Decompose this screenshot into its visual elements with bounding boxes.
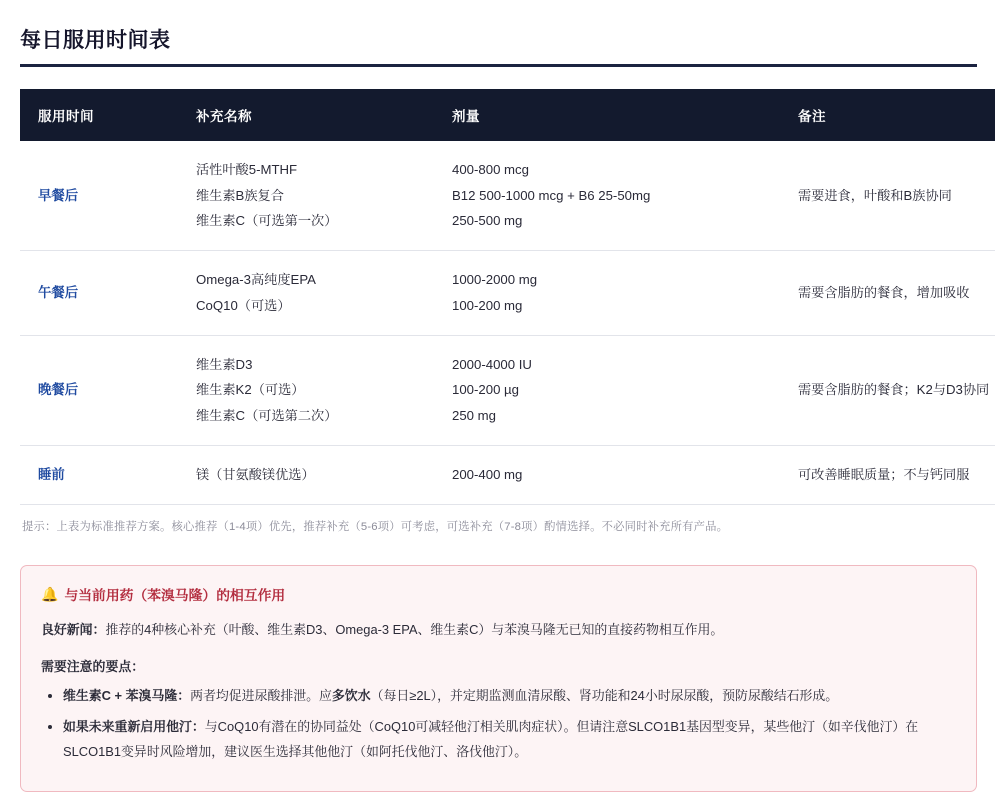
table-header-row <box>20 89 995 141</box>
table-body <box>20 141 995 505</box>
dose-line: 400-800 mcg <box>452 162 529 177</box>
callout-title-text: 与当前用药（苯溴马隆）的相互作用 <box>64 588 286 604</box>
dose-line: 100-200 µg <box>452 382 519 398</box>
supplement-line: Omega-3高纯度EPA <box>196 272 316 288</box>
page-title: 每日服用时间表 <box>20 29 171 52</box>
cell-dose <box>438 445 784 504</box>
supplement-line: 维生素D3 <box>196 356 253 372</box>
dose-line: 2000-4000 IU <box>452 356 532 372</box>
cell-time: 早餐后 <box>20 141 182 251</box>
point-text-before: 两者均促进尿酸排泄。应 <box>190 688 332 704</box>
point-emphasis: 多饮水 <box>331 688 371 704</box>
list-item <box>63 714 956 764</box>
cell-supplements <box>182 251 438 335</box>
good-news-paragraph <box>41 618 956 642</box>
supplement-line: 维生素B族复合 <box>196 187 284 203</box>
table-header <box>20 89 995 141</box>
supplement-line: 维生素C（可选第一次） <box>196 213 338 229</box>
dose-line: 250 mg <box>452 408 496 424</box>
list-item <box>63 683 956 708</box>
cell-supplements <box>182 335 438 445</box>
dose-line: 200-400 mg <box>452 467 523 483</box>
points-list <box>41 683 956 764</box>
supplement-line: CoQ10（可选） <box>196 297 291 313</box>
supplement-line: 维生素K2（可选） <box>196 382 305 398</box>
supplement-line: 维生素C（可选第二次） <box>196 408 338 424</box>
dose-line: 1000-2000 mg <box>452 272 538 288</box>
column-header-supplement: 补充名称 <box>182 89 438 141</box>
table-row <box>20 445 995 504</box>
table-row <box>20 335 995 445</box>
bell-icon: 🔔 <box>41 585 59 602</box>
supplement-line: 镁（甘氨酸镁优选） <box>196 467 315 483</box>
table-row <box>20 141 995 251</box>
cell-note: 可改善睡眠质量；不与钙同服 <box>784 445 995 504</box>
title-divider <box>20 64 977 67</box>
column-header-dose: 剂量 <box>438 89 784 141</box>
column-header-time: 服用时间 <box>20 89 182 141</box>
drug-interaction-callout <box>20 565 977 791</box>
column-header-note: 备注 <box>784 89 995 141</box>
dose-line: 250-500 mg <box>452 213 523 229</box>
cell-dose <box>438 141 784 251</box>
point-lead: 如果未来重新启用他汀： <box>63 719 205 735</box>
cell-dose <box>438 251 784 335</box>
cell-supplements <box>182 141 438 251</box>
callout-title <box>41 584 956 604</box>
good-news-label: 良好新闻： <box>41 622 106 638</box>
cell-dose <box>438 335 784 445</box>
daily-schedule-table <box>20 89 995 505</box>
cell-time: 午餐后 <box>20 251 182 335</box>
cell-time: 睡前 <box>20 445 182 504</box>
point-lead: 维生素C + 苯溴马隆： <box>63 688 191 704</box>
table-footnote: 提示：上表为标准推荐方案。核心推荐（1-4项）优先，推荐补充（5-6项）可考虑，可选补充（7-8项）酌情选择。不必同时补充所有产品。 <box>22 521 729 534</box>
point-text-before: 与CoQ10有潜在的协同益处（CoQ10可减轻他汀相关肌肉症状）。但请注意SLCO1B1基因型变异，某些他汀（如辛伐他汀）在SLCO1B1变异时风险增加，建议医生选择其他他汀（如阿托伐他汀、洛伐他汀）。 <box>63 719 919 760</box>
points-label: 需要注意的要点： <box>41 659 145 675</box>
cell-note: 需要进食，叶酸和B族协同 <box>784 141 995 251</box>
cell-note: 需要含脂肪的餐食，增加吸收 <box>784 251 995 335</box>
cell-note: 需要含脂肪的餐食；K2与D3协同 <box>784 335 995 445</box>
table-row <box>20 251 995 335</box>
supplement-line: 活性叶酸5-MTHF <box>196 162 298 177</box>
cell-supplements <box>182 445 438 504</box>
dose-line: 100-200 mg <box>452 297 523 313</box>
good-news-text: 推荐的4种核心补充（叶酸、维生素D3、Omega-3 EPA、维生素C）与苯溴马隆无已知的直接药物相互作用。 <box>105 622 724 638</box>
cell-time: 晚餐后 <box>20 335 182 445</box>
point-text-after: （每日≥2L），并定期监测血清尿酸、肾功能和24小时尿尿酸，预防尿酸结石形成。 <box>370 688 839 704</box>
dose-line: B12 500-1000 mcg + B6 25-50mg <box>452 187 651 203</box>
